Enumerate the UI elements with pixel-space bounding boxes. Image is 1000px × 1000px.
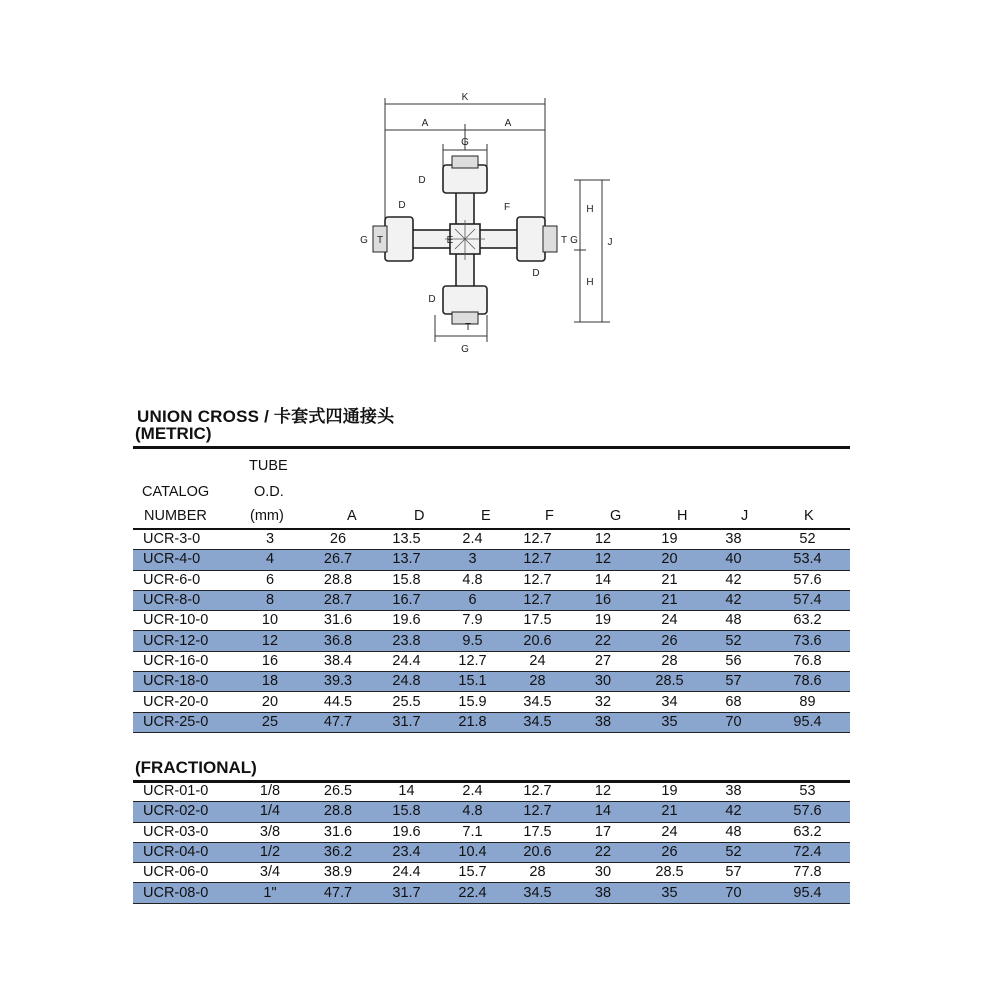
table-cell: 17.5: [506, 822, 569, 842]
table-cell: 12: [569, 782, 637, 802]
table-cell: 53.4: [765, 550, 850, 570]
table-cell: 12: [569, 530, 637, 550]
header-mm: (mm): [250, 508, 284, 524]
table-cell: 2.4: [439, 782, 506, 802]
table-cell: 21: [637, 590, 702, 610]
table-cell: 12.7: [506, 530, 569, 550]
dim-t-left-label: T: [376, 235, 384, 246]
table-row: [133, 782, 850, 802]
fractional-title: (FRACTIONAL): [135, 758, 257, 777]
catalog-number-cell: UCR-06-0: [133, 863, 238, 883]
table-cell: 12.7: [506, 550, 569, 570]
dim-h-bottom-label: H: [586, 277, 594, 288]
header-catalog: CATALOG: [142, 484, 210, 500]
table-cell: 23.8: [374, 631, 439, 651]
table-cell: 2.4: [439, 530, 506, 550]
table-cell: 42: [702, 570, 765, 590]
header-d: D: [414, 508, 425, 524]
table-cell: 3/4: [238, 863, 302, 883]
table-cell: 63.2: [765, 611, 850, 631]
dim-g-top-label: G: [461, 137, 469, 148]
table-row: [133, 611, 850, 631]
table-cell: 14: [569, 802, 637, 822]
header-a: A: [347, 508, 357, 524]
table-cell: 68: [702, 692, 765, 712]
table-cell: 3/8: [238, 822, 302, 842]
table-cell: 31.6: [302, 611, 374, 631]
table-cell: 20.6: [506, 631, 569, 651]
table-cell: 20: [637, 550, 702, 570]
catalog-number-cell: UCR-25-0: [133, 712, 238, 732]
table-cell: 28.8: [302, 570, 374, 590]
table-cell: 52: [765, 530, 850, 550]
table-cell: 38: [569, 712, 637, 732]
catalog-number-cell: UCR-4-0: [133, 550, 238, 570]
catalog-number-cell: UCR-6-0: [133, 570, 238, 590]
dim-k-label: K: [461, 92, 469, 103]
table-cell: 12.7: [439, 651, 506, 671]
table-cell: 76.8: [765, 651, 850, 671]
dim-h-top-label: H: [586, 204, 594, 215]
table-cell: 1/8: [238, 782, 302, 802]
table-cell: 1": [238, 883, 302, 903]
table-cell: 39.3: [302, 672, 374, 692]
catalog-number-cell: UCR-02-0: [133, 802, 238, 822]
table-cell: 28: [506, 672, 569, 692]
catalog-number-cell: UCR-08-0: [133, 883, 238, 903]
table-cell: 28: [637, 651, 702, 671]
table-cell: 89: [765, 692, 850, 712]
table-cell: 34.5: [506, 712, 569, 732]
table-cell: 24.8: [374, 672, 439, 692]
catalog-number-cell: UCR-20-0: [133, 692, 238, 712]
table-cell: 70: [702, 712, 765, 732]
table-cell: 22: [569, 631, 637, 651]
table-cell: 72.4: [765, 842, 850, 862]
table-cell: 78.6: [765, 672, 850, 692]
header-f: F: [545, 508, 554, 524]
table-cell: 16.7: [374, 590, 439, 610]
table-cell: 9.5: [439, 631, 506, 651]
table-cell: 57: [702, 672, 765, 692]
table-cell: 25.5: [374, 692, 439, 712]
table-cell: 15.7: [439, 863, 506, 883]
table-cell: 20.6: [506, 842, 569, 862]
table-cell: 3: [439, 550, 506, 570]
table-cell: 13.7: [374, 550, 439, 570]
table-cell: 53: [765, 782, 850, 802]
table-cell: 47.7: [302, 883, 374, 903]
table-cell: 48: [702, 611, 765, 631]
header-od: O.D.: [254, 484, 284, 500]
catalog-number-cell: UCR-03-0: [133, 822, 238, 842]
table-cell: 38.4: [302, 651, 374, 671]
header-number: NUMBER: [144, 508, 207, 524]
table-row: [133, 692, 850, 712]
dim-a-right-label: A: [504, 118, 512, 129]
table-cell: 26.7: [302, 550, 374, 570]
table-cell: 34: [637, 692, 702, 712]
table-cell: 19: [637, 530, 702, 550]
table-cell: 10.4: [439, 842, 506, 862]
dim-d-top-label: D: [418, 175, 426, 186]
table-cell: 14: [569, 570, 637, 590]
table-cell: 44.5: [302, 692, 374, 712]
table-cell: 30: [569, 672, 637, 692]
table-cell: 42: [702, 802, 765, 822]
table-cell: 22: [569, 842, 637, 862]
table-row: [133, 842, 850, 862]
table-cell: 1/4: [238, 802, 302, 822]
table-cell: 4.8: [439, 570, 506, 590]
table-cell: 7.1: [439, 822, 506, 842]
table-cell: 25: [238, 712, 302, 732]
header-tube: TUBE: [249, 458, 288, 474]
table-cell: 13.5: [374, 530, 439, 550]
dim-d-bottom-label: D: [428, 294, 436, 305]
catalog-number-cell: UCR-04-0: [133, 842, 238, 862]
table-cell: 57.6: [765, 802, 850, 822]
table-cell: 32: [569, 692, 637, 712]
table-cell: 38: [702, 782, 765, 802]
table-cell: 20: [238, 692, 302, 712]
table-cell: 10: [238, 611, 302, 631]
title-rule: [133, 446, 850, 449]
table-cell: 24: [637, 611, 702, 631]
table-cell: 77.8: [765, 863, 850, 883]
table-cell: 34.5: [506, 692, 569, 712]
table-cell: 57.4: [765, 590, 850, 610]
table-cell: 36.2: [302, 842, 374, 862]
table-row: [133, 550, 850, 570]
table-cell: 26: [637, 842, 702, 862]
table-cell: 4: [238, 550, 302, 570]
table-cell: 24: [637, 822, 702, 842]
table-cell: 52: [702, 631, 765, 651]
table-row: [133, 530, 850, 550]
catalog-number-cell: UCR-3-0: [133, 530, 238, 550]
table-cell: 26: [637, 631, 702, 651]
table-cell: 19.6: [374, 611, 439, 631]
table-cell: 23.4: [374, 842, 439, 862]
table-cell: 24.4: [374, 651, 439, 671]
table-cell: 22.4: [439, 883, 506, 903]
table-cell: 17.5: [506, 611, 569, 631]
fractional-table: [133, 782, 850, 904]
table-cell: 17: [569, 822, 637, 842]
table-cell: 31.7: [374, 712, 439, 732]
table-cell: 24: [506, 651, 569, 671]
table-cell: 47.7: [302, 712, 374, 732]
table-cell: 15.8: [374, 570, 439, 590]
table-cell: 21: [637, 570, 702, 590]
table-cell: 15.1: [439, 672, 506, 692]
table-row: [133, 590, 850, 610]
table-cell: 56: [702, 651, 765, 671]
dim-d-left-label: D: [398, 200, 406, 211]
table-cell: 19: [569, 611, 637, 631]
table-cell: 12: [238, 631, 302, 651]
table-cell: 27: [569, 651, 637, 671]
table-cell: 28.7: [302, 590, 374, 610]
table-cell: 38: [702, 530, 765, 550]
table-cell: 28.5: [637, 672, 702, 692]
table-cell: 6: [439, 590, 506, 610]
table-cell: 35: [637, 883, 702, 903]
dim-e-label: E: [446, 235, 454, 246]
table-cell: 40: [702, 550, 765, 570]
table-cell: 52: [702, 842, 765, 862]
dim-g-right-label: G: [570, 235, 578, 246]
table-cell: 16: [238, 651, 302, 671]
table-cell: 35: [637, 712, 702, 732]
table-cell: 95.4: [765, 712, 850, 732]
table-cell: 73.6: [765, 631, 850, 651]
table-cell: 18: [238, 672, 302, 692]
table-cell: 28.5: [637, 863, 702, 883]
table-cell: 19.6: [374, 822, 439, 842]
dim-a-left-label: A: [421, 118, 429, 129]
table-cell: 63.2: [765, 822, 850, 842]
table-cell: 57: [702, 863, 765, 883]
metric-title: (METRIC): [135, 424, 212, 443]
table-cell: 3: [238, 530, 302, 550]
header-h: H: [677, 508, 688, 524]
table-cell: 28: [506, 863, 569, 883]
table-row: [133, 712, 850, 732]
table-cell: 95.4: [765, 883, 850, 903]
table-cell: 6: [238, 570, 302, 590]
table-cell: 31.7: [374, 883, 439, 903]
dim-f-label: F: [503, 202, 511, 213]
table-row: [133, 651, 850, 671]
table-cell: 26: [302, 530, 374, 550]
table-cell: 12.7: [506, 782, 569, 802]
table-cell: 4.8: [439, 802, 506, 822]
table-row: [133, 570, 850, 590]
table-cell: 30: [569, 863, 637, 883]
header-k: K: [804, 508, 814, 524]
table-cell: 12.7: [506, 590, 569, 610]
catalog-number-cell: UCR-8-0: [133, 590, 238, 610]
table-cell: 12.7: [506, 570, 569, 590]
table-cell: 14: [374, 782, 439, 802]
table-cell: 38.9: [302, 863, 374, 883]
table-cell: 15.8: [374, 802, 439, 822]
union-cross-drawing: [340, 90, 670, 370]
catalog-number-cell: UCR-16-0: [133, 651, 238, 671]
dim-t-bottom-label: T: [464, 322, 472, 333]
table-cell: 70: [702, 883, 765, 903]
table-row: [133, 822, 850, 842]
table-cell: 48: [702, 822, 765, 842]
header-g: G: [610, 508, 622, 524]
dim-g-bottom-label: G: [461, 344, 469, 355]
table-cell: 1/2: [238, 842, 302, 862]
table-cell: 16: [569, 590, 637, 610]
table-cell: 28.8: [302, 802, 374, 822]
table-cell: 36.8: [302, 631, 374, 651]
metric-table: [133, 530, 850, 733]
dim-g-left-label: G: [360, 235, 368, 246]
table-cell: 34.5: [506, 883, 569, 903]
table-cell: 12.7: [506, 802, 569, 822]
dim-t-right-label: T: [560, 235, 568, 246]
table-cell: 21.8: [439, 712, 506, 732]
product-title: UNION CROSS / 卡套式四通接头: [137, 407, 395, 426]
table-cell: 38: [569, 883, 637, 903]
table-cell: 24.4: [374, 863, 439, 883]
catalog-number-cell: UCR-18-0: [133, 672, 238, 692]
table-cell: 15.9: [439, 692, 506, 712]
table-cell: 19: [637, 782, 702, 802]
table-row: [133, 863, 850, 883]
table-cell: 7.9: [439, 611, 506, 631]
catalog-number-cell: UCR-12-0: [133, 631, 238, 651]
table-cell: 26.5: [302, 782, 374, 802]
dim-d-right-label: D: [532, 268, 540, 279]
table-cell: 57.6: [765, 570, 850, 590]
table-row: [133, 883, 850, 903]
dim-j-label: J: [607, 237, 613, 248]
table-row: [133, 631, 850, 651]
table-cell: 8: [238, 590, 302, 610]
header-j: J: [741, 508, 749, 524]
table-cell: 21: [637, 802, 702, 822]
table-cell: 31.6: [302, 822, 374, 842]
table-row: [133, 672, 850, 692]
catalog-number-cell: UCR-01-0: [133, 782, 238, 802]
header-e: E: [481, 508, 491, 524]
table-cell: 12: [569, 550, 637, 570]
table-row: [133, 802, 850, 822]
table-cell: 42: [702, 590, 765, 610]
catalog-number-cell: UCR-10-0: [133, 611, 238, 631]
